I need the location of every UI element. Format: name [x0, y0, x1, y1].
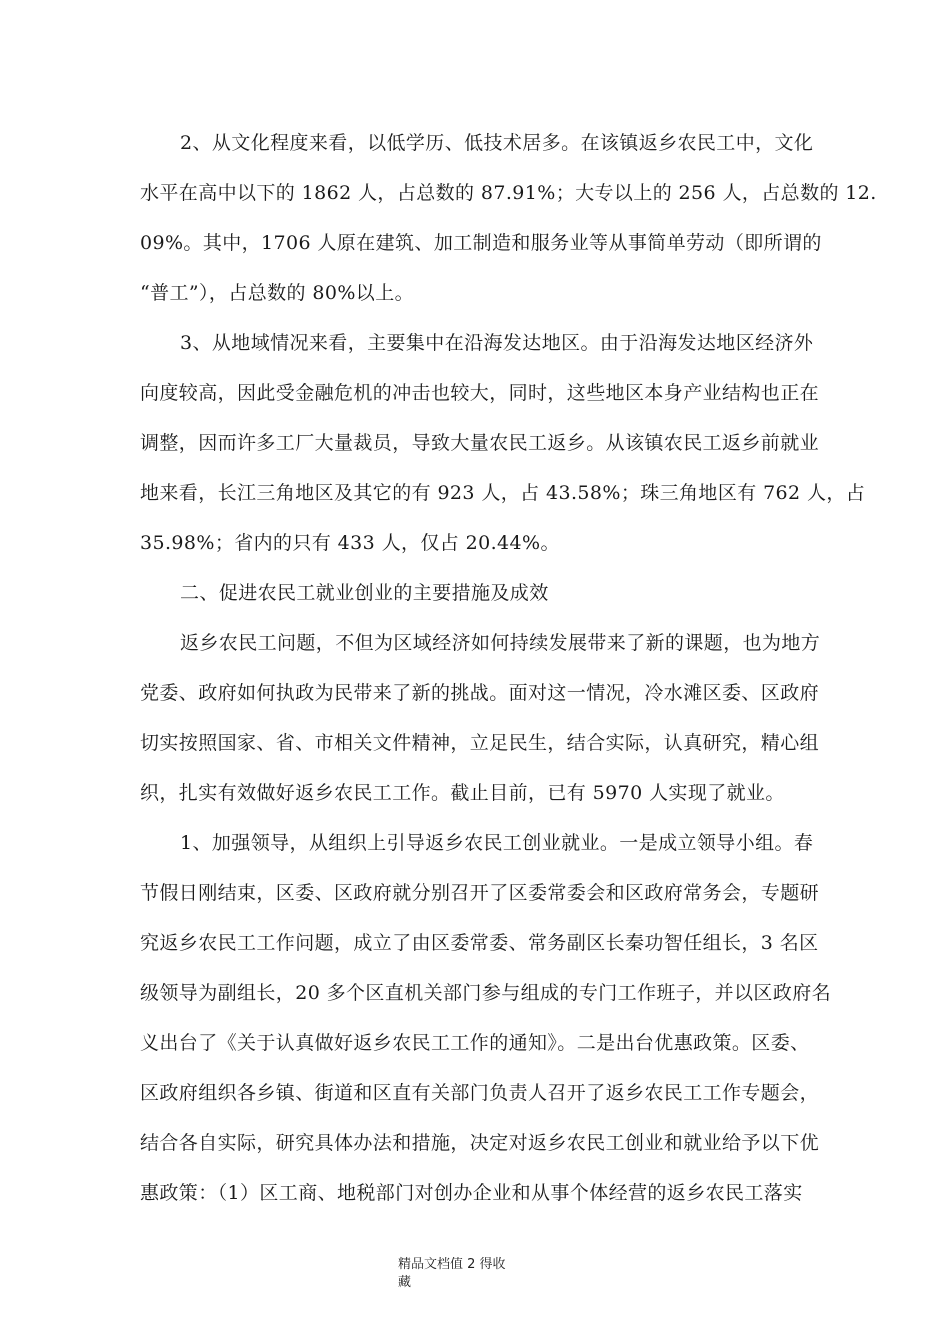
paragraph-3-line-5: 35.98%；省内的只有 433 人，仅占 20.44%。 [140, 532, 560, 554]
measure-1-line-3: 究返乡农民工工作问题，成立了由区委常委、常务副区长秦功智任组长，3 名区 [140, 932, 819, 954]
footer-note-line-2: 藏 [398, 1275, 412, 1290]
paragraph-2-line-4: “普工”），占总数的 80%以上。 [140, 282, 414, 304]
paragraph-3-line-4: 地来看，长江三角地区及其它的有 923 人，占 43.58%；珠三角地区有 762 人，占 [140, 482, 866, 504]
intro-paragraph-line-2: 党委、政府如何执政为民带来了新的挑战。面对这一情况，冷水滩区委、区政府 [140, 682, 820, 704]
intro-paragraph-line-3: 切实按照国家、省、市相关文件精神，立足民生，结合实际，认真研究，精心组 [140, 732, 820, 754]
measure-1-line-2: 节假日刚结束，区委、区政府就分别召开了区委常委会和区政府常务会，专题研 [140, 882, 820, 904]
measure-1-line-5: 义出台了《关于认真做好返乡农民工工作的通知》。二是出台优惠政策。区委、 [140, 1032, 810, 1054]
paragraph-2-line-1: 2、从文化程度来看，以低学历、低技术居多。在该镇返乡农民工中，文化 [180, 132, 814, 154]
paragraph-3-line-1: 3、从地域情况来看，主要集中在沿海发达地区。由于沿海发达地区经济外 [180, 332, 814, 354]
measure-1-line-4: 级领导为副组长，20 多个区直机关部门参与组成的专门工作班子，并以区政府名 [140, 982, 832, 1004]
intro-paragraph-line-4: 织，扎实有效做好返乡农民工工作。截止目前，已有 5970 人实现了就业。 [140, 782, 785, 804]
measure-1-line-6: 区政府组织各乡镇、街道和区直有关部门负责人召开了返乡农民工工作专题会， [140, 1082, 820, 1104]
measure-1-line-8: 惠政策：（1）区工商、地税部门对创办企业和从事个体经营的返乡农民工落实 [140, 1182, 803, 1204]
intro-paragraph-line-1: 返乡农民工问题，不但为区域经济如何持续发展带来了新的课题，也为地方 [180, 632, 821, 654]
paragraph-2-line-3: 09%。其中，1706 人原在建筑、加工制造和服务业等从事简单劳动（即所谓的 [140, 232, 822, 254]
paragraph-3-line-3: 调整，因而许多工厂大量裁员，导致大量农民工返乡。从该镇农民工返乡前就业 [140, 432, 820, 454]
section-heading: 二、促进农民工就业创业的主要措施及成效 [180, 582, 549, 604]
paragraph-3-line-2: 向度较高，因此受金融危机的冲击也较大，同时，这些地区本身产业结构也正在 [140, 382, 820, 404]
footer-note-line-1: 精品文档值 2 得收 [398, 1257, 506, 1272]
measure-1-line-7: 结合各自实际，研究具体办法和措施，决定对返乡农民工创业和就业给予以下优 [140, 1132, 820, 1154]
measure-1-line-1: 1、加强领导，从组织上引导返乡农民工创业就业。一是成立领导小组。春 [180, 832, 814, 854]
paragraph-2-line-2: 水平在高中以下的 1862 人，占总数的 87.91%；大专以上的 256 人，占总数的 12. [140, 182, 877, 204]
